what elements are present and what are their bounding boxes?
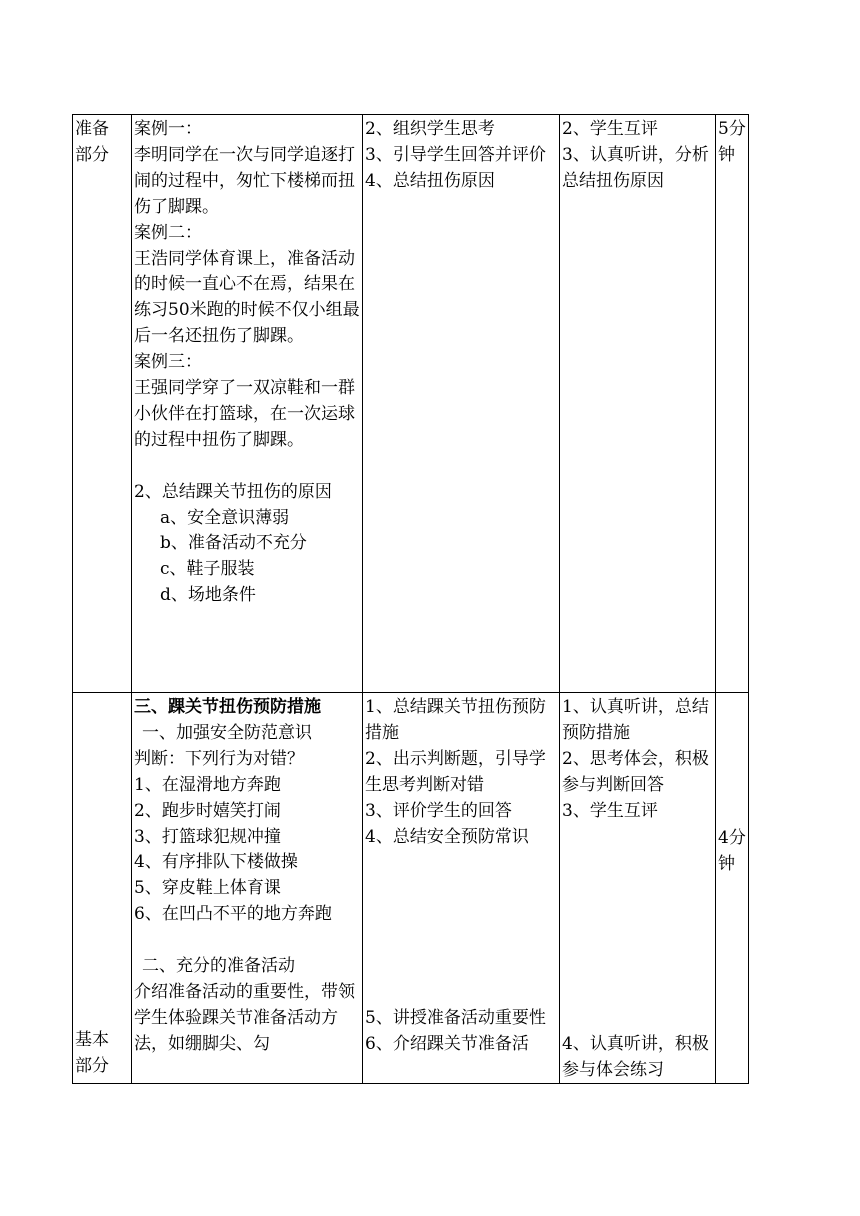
lesson-plan-table: [72, 114, 749, 1084]
blank-line: [365, 902, 558, 928]
case-title: 案例三：: [134, 352, 202, 373]
quiz-item: 3、打篮球犯规冲撞: [134, 826, 281, 847]
time-cell: [716, 693, 749, 1084]
blank-line: [365, 876, 558, 902]
teacher-step: 3、评价学生的回答: [365, 800, 512, 821]
blank-line: [562, 1006, 714, 1032]
teacher-activity-cell: [363, 693, 560, 1084]
blank-line: [365, 850, 558, 876]
case-text: 王浩同学体育课上，准备活动的时候一直心不在焉，结果在练习50米跑的时候不仅小组最后一名还扭伤了脚踝。: [134, 248, 360, 347]
content-cell: [132, 115, 363, 693]
teacher-activity-cell: [363, 115, 560, 693]
quiz-item: 2、跑步时嬉笑打闹: [134, 800, 281, 821]
subsection-heading: 一、加强安全防范意识: [142, 722, 312, 743]
subsection-heading: 二、充分的准备活动: [142, 956, 295, 977]
blank-line: [134, 928, 361, 954]
case-title: 案例二：: [134, 222, 202, 243]
teacher-step: 2、组织学生思考: [365, 119, 495, 139]
cause-item: c、鞋子服装: [160, 559, 255, 580]
time-cell: [716, 115, 749, 693]
section-label: 准备: [75, 119, 109, 139]
case-title: 案例一：: [134, 119, 202, 139]
quiz-item: 6、在凹凸不平的地方奔跑: [134, 904, 332, 925]
time-label: 4分钟: [718, 828, 746, 874]
section-label: 部分: [75, 1055, 109, 1076]
section-label: 基本: [75, 1029, 109, 1050]
time-label: 5分钟: [718, 119, 746, 165]
teacher-step: 5、讲授准备活动重要性: [365, 1007, 546, 1028]
teacher-step: 6、介绍踝关节准备活: [365, 1033, 529, 1054]
blank-line: [562, 876, 714, 902]
teacher-step: 4、总结扭伤原因: [365, 170, 495, 191]
student-step: 3、认真听讲，分析总结扭伤原因: [562, 144, 709, 191]
student-step: 2、思考体会，积极参与判断回答: [562, 748, 709, 795]
student-step: 2、学生互评: [562, 119, 658, 139]
section-label: 部分: [75, 144, 109, 165]
summary-heading: 2、总结踝关节扭伤的原因: [134, 481, 332, 502]
cause-item: b、准备活动不充分: [160, 533, 307, 554]
blank-line: [562, 980, 714, 1006]
quiz-item: 5、穿皮鞋上体育课: [134, 878, 281, 899]
teacher-step: 3、引导学生回答并评价: [365, 144, 546, 165]
student-step: 3、学生互评: [562, 800, 658, 821]
blank-line: [562, 954, 714, 980]
blank-line: [562, 850, 714, 876]
teacher-step: 2、出示判断题，引导学生思考判断对错: [365, 748, 546, 795]
case-text: 李明同学在一次与同学追逐打闹的过程中，匆忙下楼梯而扭伤了脚踝。: [134, 144, 355, 217]
warmup-text: 介绍准备活动的重要性，带领学生体验踝关节准备活动方法，如绷脚尖、勾: [134, 981, 355, 1054]
section-cell: [73, 693, 132, 1084]
student-activity-cell: [560, 115, 716, 693]
teacher-step: 4、总结安全预防常识: [365, 826, 529, 847]
table-row: [73, 693, 749, 1084]
blank-line: [562, 902, 714, 928]
measures-heading: 三、踝关节扭伤预防措施: [134, 697, 321, 717]
quiz-item: 1、在湿滑地方奔跑: [134, 774, 281, 795]
student-activity-cell: [560, 693, 716, 1084]
quiz-item: 4、有序排队下楼做操: [134, 852, 298, 873]
blank-line: [134, 454, 361, 480]
cause-item: a、安全意识薄弱: [160, 507, 290, 528]
blank-line: [562, 928, 714, 954]
section-cell: [73, 115, 132, 693]
cause-item: d、场地条件: [160, 585, 256, 606]
blank-line: [562, 825, 714, 851]
student-step: 4、认真听讲，积极参与体会练习: [562, 1033, 709, 1080]
quiz-prompt: 判断：下列行为对错？: [134, 748, 304, 769]
case-text: 王强同学穿了一双凉鞋和一群小伙伴在打篮球，在一次运球的过程中扭伤了脚踝。: [134, 378, 355, 450]
table-row: [73, 115, 749, 693]
teacher-step: 1、总结踝关节扭伤预防措施: [365, 697, 546, 743]
blank-line: [365, 980, 558, 1006]
blank-line: [365, 928, 558, 954]
blank-line: [365, 954, 558, 980]
student-step: 1、认真听讲，总结预防措施: [562, 697, 709, 743]
content-cell: [132, 693, 363, 1084]
